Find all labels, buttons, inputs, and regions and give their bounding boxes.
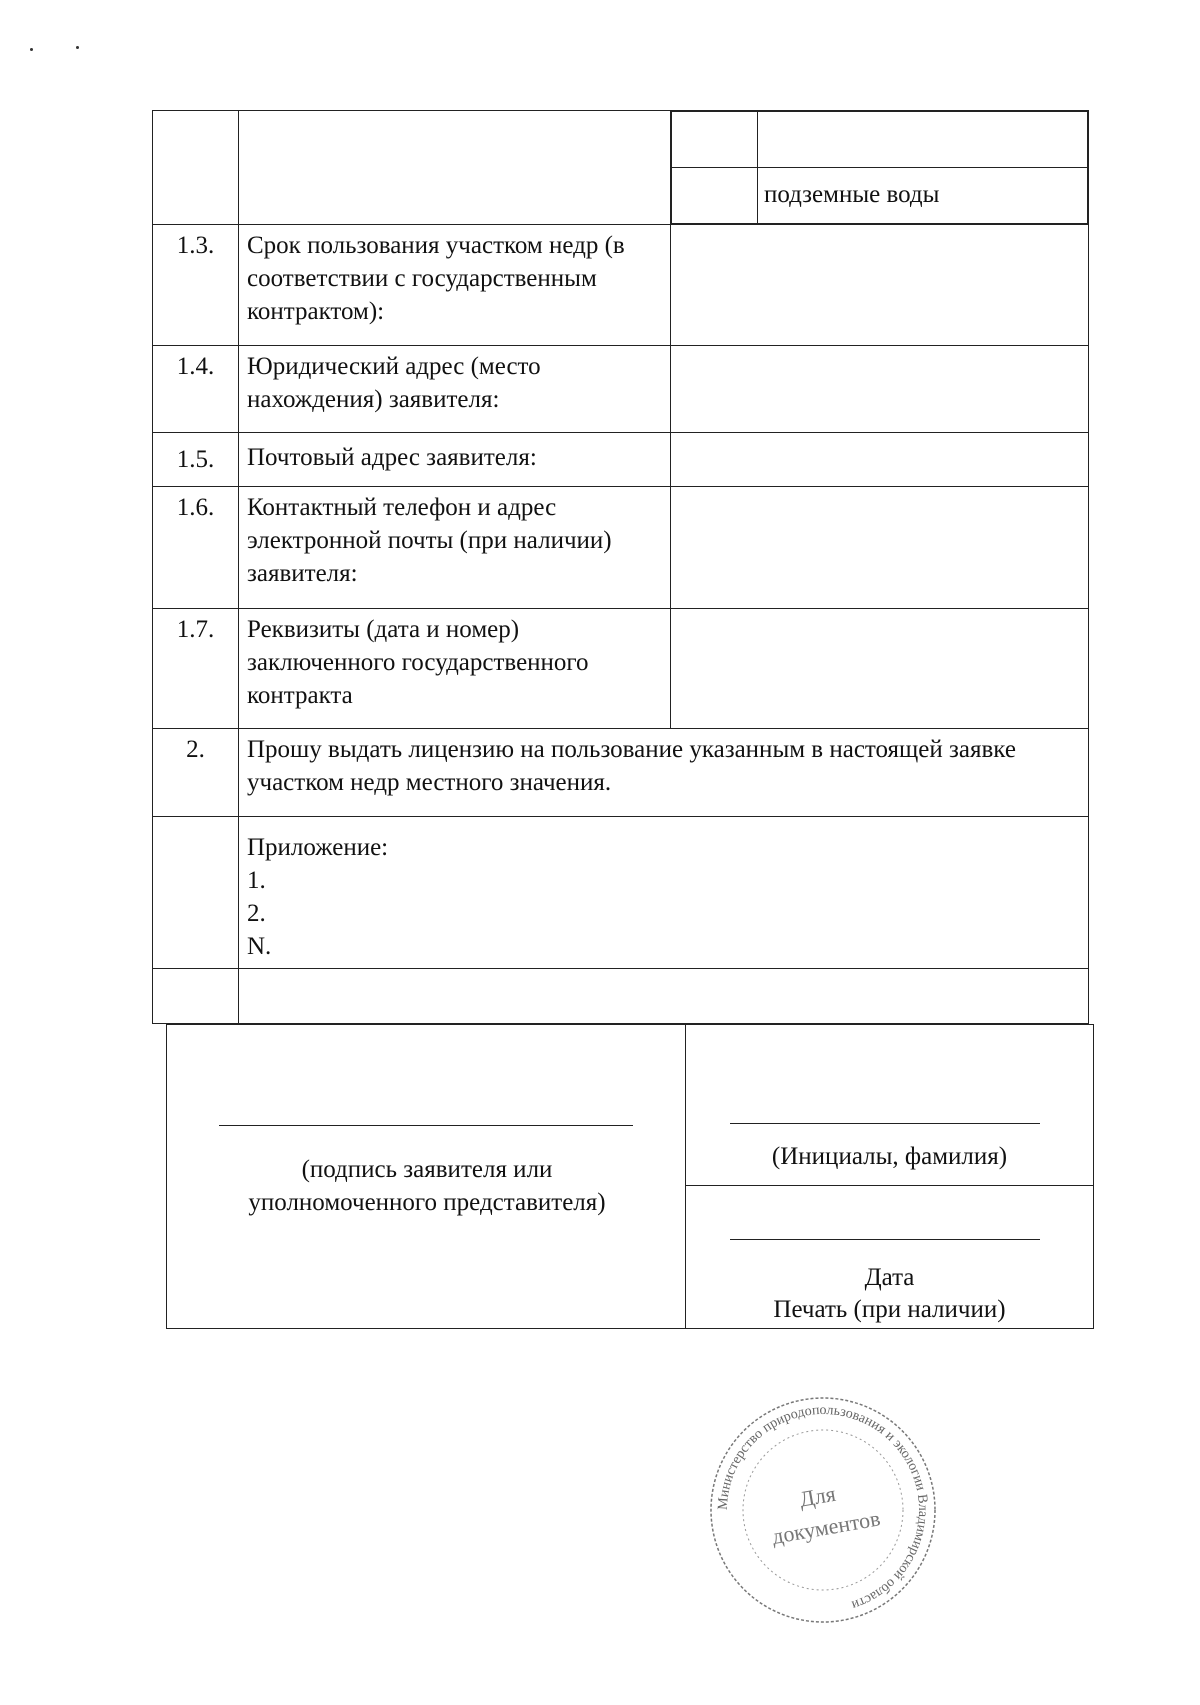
table-row (153, 346, 1089, 433)
table-row (153, 225, 1089, 346)
row-value (671, 609, 1089, 729)
date-label: Дата (864, 1264, 915, 1291)
row-number: 1.3. (153, 225, 239, 346)
table-row (153, 729, 1089, 817)
sub-cell (672, 112, 758, 168)
table-row (153, 111, 1089, 225)
stamp-center-line1: Для (797, 1480, 838, 1512)
row-label: Реквизиты (дата и номер) заключенного государственного контракта (239, 609, 671, 729)
signature-right-cell (686, 1025, 1093, 1328)
table-row (153, 817, 1089, 969)
row-label: Срок пользования участком недр (в соответствии с государственным контрактом): (239, 225, 671, 346)
appendix-item: 1. (247, 867, 266, 894)
stamp-inner-ring (743, 1430, 903, 1590)
groundwater-label: подземные воды (758, 168, 1088, 224)
official-stamp (708, 1395, 938, 1625)
row-number: 1.5. (153, 433, 239, 487)
stamp-ring-text: Министерство природопользования и экологии Владимирской области (715, 1402, 931, 1613)
scan-speck (30, 48, 33, 51)
row-label: Юридический адрес (место нахождения) заявителя: (239, 346, 671, 433)
cell-empty (239, 969, 1089, 1024)
application-form-table (152, 110, 1088, 1024)
row-number: 1.6. (153, 487, 239, 609)
cell-resource-type (671, 111, 1089, 225)
signature-caption: (подпись заявителя или уполномоченного представителя) (248, 1156, 606, 1216)
row-number: 1.7. (153, 609, 239, 729)
row-value (671, 433, 1089, 487)
stamp-center-line2: документов (769, 1505, 883, 1550)
row-label: Почтовый адрес заявителя: (239, 433, 671, 487)
appendix-item: N. (247, 933, 272, 960)
row-value (671, 225, 1089, 346)
scan-speck (76, 46, 79, 49)
initials-caption: (Инициалы, фамилия) (771, 1143, 1008, 1170)
cell-empty (239, 111, 671, 225)
sub-cell (758, 112, 1088, 168)
appendix-title: Приложение: (247, 834, 389, 861)
row-number: 1.4. (153, 346, 239, 433)
date-line (730, 1239, 1040, 1240)
signature-block (166, 1024, 1094, 1329)
sub-cell (672, 168, 758, 224)
initials-line (730, 1123, 1040, 1124)
stamp-outer-ring (711, 1398, 935, 1622)
signature-line (219, 1125, 633, 1126)
row-value (671, 487, 1089, 609)
license-request-text: Прошу выдать лицензию на пользование указанным в настоящей заявке участком недр местного значения. (239, 729, 1089, 817)
appendix-cell (239, 817, 1089, 969)
table-row (153, 433, 1089, 487)
cell-empty (153, 111, 239, 225)
row-value (671, 346, 1089, 433)
appendix-item: 2. (247, 900, 266, 927)
table-row (153, 609, 1089, 729)
divider (686, 1185, 1093, 1186)
signature-left-cell (167, 1025, 686, 1328)
seal-label: Печать (при наличии) (773, 1296, 1006, 1323)
row-number: 2. (153, 729, 239, 817)
table-row (153, 969, 1089, 1024)
table-row (153, 487, 1089, 609)
row-label: Контактный телефон и адрес электронной почты (при наличии) заявителя: (239, 487, 671, 609)
cell-empty (153, 817, 239, 969)
cell-empty (153, 969, 239, 1024)
